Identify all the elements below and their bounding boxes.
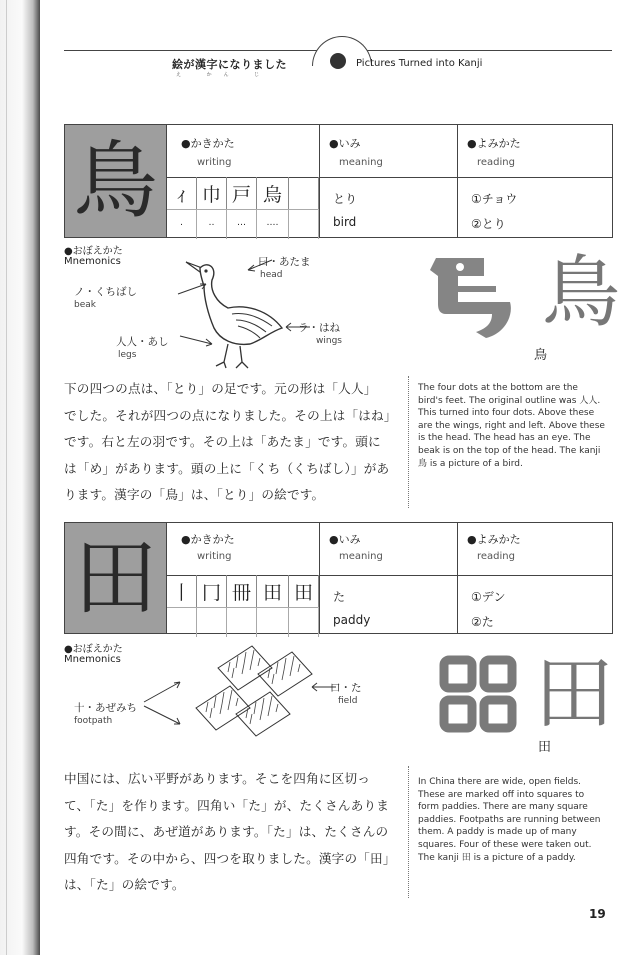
explanation-en bbox=[418, 776, 612, 864]
text-divider bbox=[408, 766, 409, 898]
page-number: 19 bbox=[589, 907, 606, 921]
explanation-en-line: bird's feet. The original outline was 人人. bbox=[418, 395, 601, 406]
meaning-header-en: meaning bbox=[339, 551, 383, 562]
meaning-header-jp: ●いみ bbox=[329, 137, 361, 150]
label-wings-jp: ラ・はね bbox=[298, 322, 340, 334]
label-legs-en: legs bbox=[118, 350, 137, 360]
reading-header-jp: ●よみかた bbox=[467, 533, 521, 546]
label-footpath-jp: 十・あぜみち bbox=[74, 702, 137, 714]
reading-header-en: reading bbox=[477, 157, 515, 168]
stroke-step: 冂 bbox=[197, 575, 227, 607]
stroke-step: 烏 bbox=[257, 177, 289, 209]
small-kanji-print: 田 bbox=[538, 740, 552, 755]
explanation-jp-line: 四角です。その中から、四つを取りました。漢字の「田」 bbox=[64, 850, 396, 866]
label-head-en: head bbox=[260, 270, 283, 280]
label-legs-jp: 人人・あし bbox=[116, 336, 169, 348]
explanation-jp-line: 中国には、広い平野があります。そこを四角に区切っ bbox=[64, 771, 371, 786]
stroke-mark bbox=[227, 607, 257, 637]
stroke-mark bbox=[257, 607, 289, 637]
stroke-step: 田 bbox=[257, 575, 289, 607]
explanation-en-line: is the head. The head has an eye. The bbox=[418, 433, 591, 444]
reading-header-en: reading bbox=[477, 551, 515, 562]
kanji-section-bird bbox=[64, 124, 621, 510]
reading-on: ①チョウ bbox=[471, 192, 518, 206]
stroke-step: 巾 bbox=[197, 177, 227, 209]
reading-on: ①デン bbox=[471, 590, 506, 604]
explanation-en-line: are the wings, right and left. Above these bbox=[418, 420, 605, 431]
column-divider bbox=[457, 125, 458, 237]
stroke-mark: ‥ bbox=[197, 209, 227, 239]
meaning-header-jp: ●いみ bbox=[329, 533, 361, 546]
meaning-en: paddy bbox=[333, 613, 371, 627]
explanation-en-line: paddies. Footpaths are running between bbox=[418, 814, 601, 825]
modern-bird-form: 鳥 bbox=[542, 248, 621, 338]
explanation-jp-line: ります。漢字の「鳥」は、「とり」の絵です。 bbox=[64, 487, 325, 502]
explanation-jp-line: でした。それが四つの点になりました。その上は「はね」 bbox=[64, 407, 397, 423]
header-title-en: Pictures Turned into Kanji bbox=[356, 58, 483, 69]
modern-paddy-form: 田 bbox=[534, 647, 614, 740]
label-head-jp: 曰・あたま bbox=[258, 256, 311, 268]
stroke-mark bbox=[289, 209, 319, 239]
paddy-illustration bbox=[188, 638, 318, 756]
stroke-mark: … bbox=[227, 209, 257, 239]
legs-arrow-icon bbox=[178, 332, 218, 348]
column-divider bbox=[319, 523, 320, 633]
kanji-character: 鳥 bbox=[73, 132, 158, 230]
header-title-ruby: え かん じ bbox=[176, 72, 272, 78]
explanation-en-line: squares. Four of these were taken out. bbox=[418, 839, 592, 850]
writing-header-jp: ●かきかた bbox=[181, 137, 235, 150]
explanation-jp-line: て、「た」を作ります。四角い「た」が、たくさんありま bbox=[64, 797, 390, 813]
text-divider bbox=[408, 376, 409, 508]
explanation-jp bbox=[64, 766, 394, 899]
kanji-info-table bbox=[167, 522, 613, 634]
page-edge-line bbox=[6, 0, 7, 955]
explanation-en-line: 鳥 is a picture of a bird. bbox=[418, 458, 523, 469]
meaning-header-en: meaning bbox=[339, 157, 383, 168]
stroke-step: 田 bbox=[289, 575, 319, 607]
kanji-tile bbox=[64, 124, 167, 238]
writing-header-en: writing bbox=[197, 157, 232, 168]
ancient-paddy-form bbox=[438, 654, 520, 734]
label-beak-en: beak bbox=[74, 300, 96, 310]
stroke-step: 戸 bbox=[227, 177, 257, 209]
explanation-en-line: These are marked off into squares to bbox=[418, 789, 585, 800]
column-divider bbox=[457, 523, 458, 633]
reading-header-jp: ●よみかた bbox=[467, 137, 521, 150]
header-title-jp: 絵が漢字になりました bbox=[172, 58, 287, 71]
meaning-en: bird bbox=[333, 215, 357, 229]
explanation-en-line: form paddies. There are many square bbox=[418, 802, 588, 813]
reading-kun: ②た bbox=[471, 615, 494, 629]
stroke-step: 丨 bbox=[167, 575, 197, 607]
writing-header-en: writing bbox=[197, 551, 232, 562]
meaning-jp: とり bbox=[333, 192, 358, 206]
stroke-mark bbox=[289, 607, 319, 637]
reading-kun: ②とり bbox=[471, 217, 506, 231]
label-beak-jp: ノ・くちばし bbox=[74, 286, 137, 298]
stroke-mark: ․ bbox=[167, 209, 197, 239]
explanation-en-line: In China there are wide, open fields. bbox=[418, 777, 581, 787]
beak-arrow-icon bbox=[176, 282, 210, 298]
explanation-jp-line: は「め」があります。頭の上に「くち（くちばし）」があ bbox=[64, 460, 390, 476]
explanation-en bbox=[418, 382, 612, 470]
stroke-mark: …․ bbox=[257, 209, 289, 239]
mnemonics-header-jp: ●おぼえかた bbox=[64, 246, 123, 257]
stroke-mark bbox=[197, 607, 227, 637]
explanation-jp-line: す。その間に、あぜ道があります。「た」は、たくさんの bbox=[64, 824, 389, 839]
mnemonics-header-en: Mnemonics bbox=[64, 256, 121, 267]
explanation-en-line: The kanji 田 is a picture of a paddy. bbox=[418, 852, 576, 863]
explanation-en-line: This turned into four dots. Above these bbox=[418, 408, 595, 419]
explanation-jp-line: です。右と左の羽です。その上は「あたま」です。頭に bbox=[64, 434, 381, 449]
page-header bbox=[64, 36, 612, 86]
explanation-jp-line: 下の四つの点は、「とり」の足です。元の形は「人人」 bbox=[64, 381, 377, 396]
kanji-info-table bbox=[167, 124, 613, 238]
ancient-bird-form bbox=[426, 252, 524, 346]
stroke-step bbox=[289, 177, 319, 209]
stroke-step: ｨ bbox=[167, 177, 197, 209]
small-kanji-print: 鳥 bbox=[534, 348, 548, 363]
label-field-en: field bbox=[338, 696, 358, 706]
mnemonics-header-jp: ●おぼえかた bbox=[64, 644, 123, 655]
explanation-en-line: The four dots at the bottom are the bbox=[418, 383, 578, 393]
explanation-en-line: them. A paddy is made up of many bbox=[418, 827, 577, 838]
label-field-jp: 口・た bbox=[330, 682, 362, 694]
meaning-jp: た bbox=[333, 590, 346, 604]
stroke-mark bbox=[167, 607, 197, 637]
footpath-arrow-icon bbox=[140, 678, 190, 728]
kanji-section-paddy bbox=[64, 522, 614, 902]
kanji-tile bbox=[64, 522, 167, 634]
mnemonics-header-en: Mnemonics bbox=[64, 654, 121, 665]
kanji-character: 田 bbox=[73, 529, 158, 627]
column-divider bbox=[319, 125, 320, 237]
label-footpath-en: footpath bbox=[74, 716, 113, 726]
header-dot-icon bbox=[330, 53, 346, 69]
explanation-jp-line: は、「た」の絵です。 bbox=[64, 877, 185, 892]
writing-header-jp: ●かきかた bbox=[181, 533, 235, 546]
explanation-en-line: beak is on the top of the head. The kanji bbox=[418, 445, 601, 456]
stroke-step: 冊 bbox=[227, 575, 257, 607]
explanation-jp bbox=[64, 376, 397, 509]
label-wings-en: wings bbox=[316, 336, 342, 346]
